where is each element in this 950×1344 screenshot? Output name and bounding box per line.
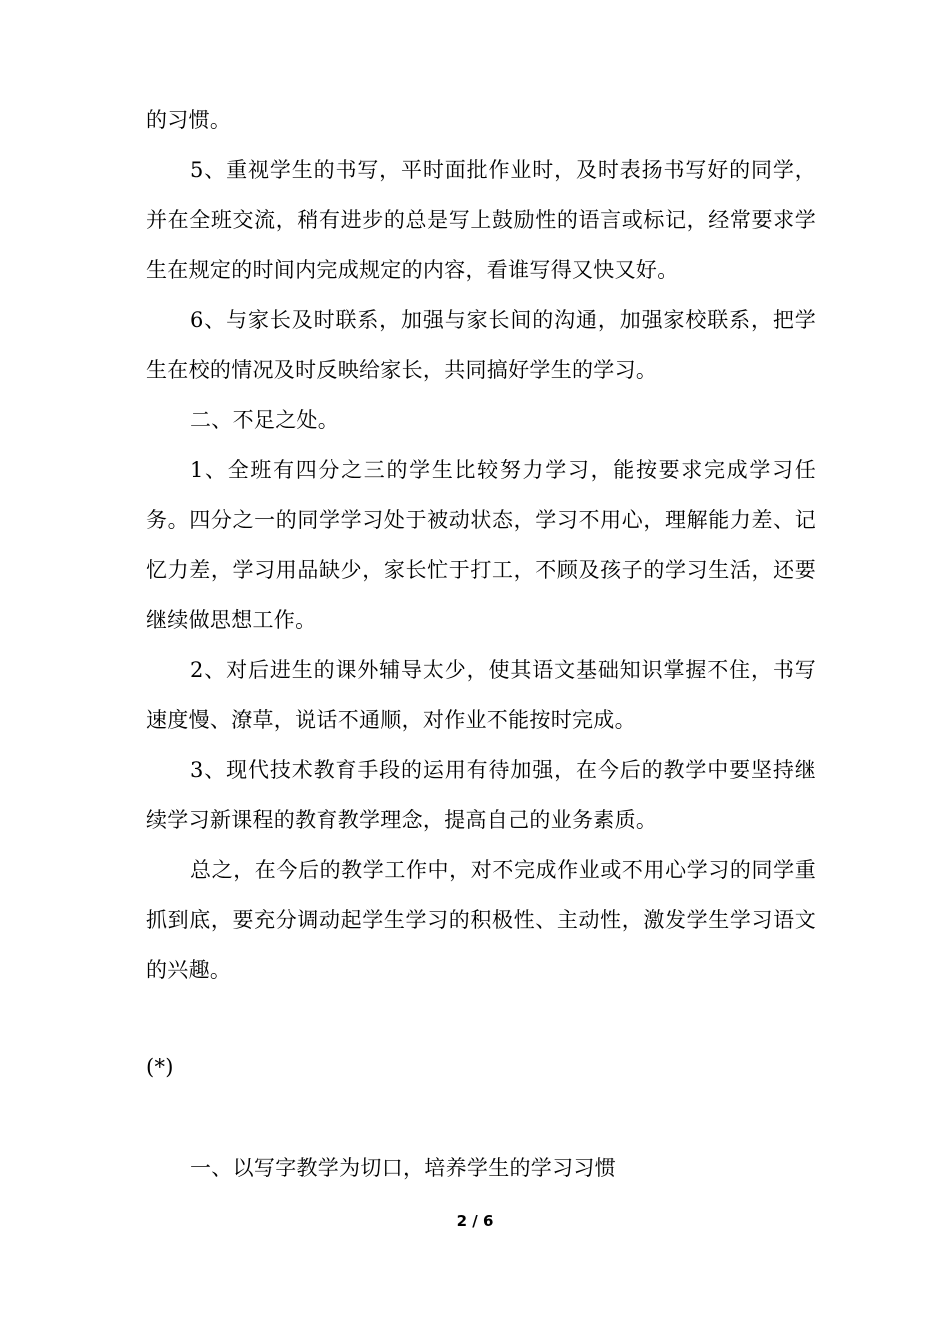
- paragraph-item-5: 5、重视学生的书写，平时面批作业时，及时表扬书写好的同学，并在全班交流，稍有进步的总是写上鼓励性的语言或标记，经常要求学生在规定的时间内完成规定的内容，看谁写得又快又好。: [146, 158, 816, 282]
- paragraph-continuation: 的习惯。: [146, 108, 232, 132]
- paragraph-summary: 总之，在今后的教学工作中，对不完成作业或不用心学习的同学重抓到底，要充分调动起学生学习的积极性、主动性，激发学生学习语文的兴趣。: [146, 858, 816, 982]
- paragraph-shortcoming-1: 1、全班有四分之三的学生比较努力学习，能按要求完成学习任务。四分之一的同学学习处于被动状态，学习不用心，理解能力差、记忆力差，学习用品缺少，家长忙于打工，不顾及孩子的学习生活，还要继续做思想工作。: [146, 458, 816, 632]
- paragraph-marker: (*): [146, 1055, 174, 1079]
- section-heading-writing: 一、以写字教学为切口，培养学生的学习习惯: [190, 1156, 616, 1180]
- paragraph-shortcoming-2: 2、对后进生的课外辅导太少，使其语文基础知识掌握不住，书写速度慢、潦草，说话不通顺，对作业不能按时完成。: [146, 658, 816, 732]
- page-number: 2 / 6: [456, 1212, 494, 1230]
- section-heading-shortcomings: 二、不足之处。: [190, 408, 340, 432]
- paragraph-item-6: 6、与家长及时联系，加强与家长间的沟通，加强家校联系，把学生在校的情况及时反映给家长，共同搞好学生的学习。: [146, 308, 816, 382]
- paragraph-shortcoming-3: 3、现代技术教育手段的运用有待加强，在今后的教学中要坚持继续学习新课程的教育教学理念，提高自己的业务素质。: [146, 758, 816, 832]
